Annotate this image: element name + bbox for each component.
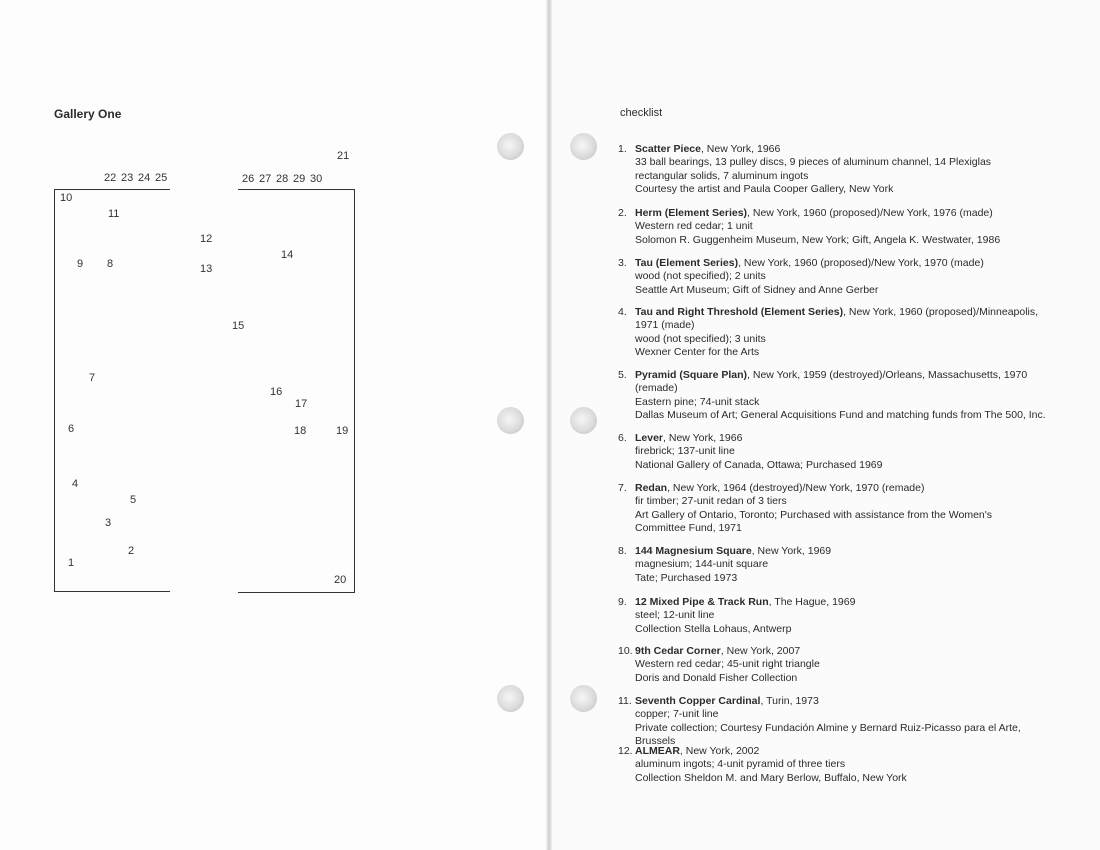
item-number: 10. [618, 645, 633, 657]
item-place-date: , The Hague, 1969 [768, 596, 856, 608]
item-number: 7. [618, 482, 627, 494]
checklist-item [618, 645, 1058, 685]
checklist-item [618, 695, 1058, 749]
item-line: Eastern pine; 74-unit stack [635, 395, 760, 408]
item-name: Scatter Piece [635, 143, 701, 155]
item-line: 33 ball bearings, 13 pulley discs, 9 pieces of aluminum channel, 14 Plexiglas [635, 156, 992, 169]
item-number: 1. [618, 143, 627, 155]
plan-number: 13 [200, 263, 213, 275]
plan-number: 14 [281, 249, 294, 261]
item-line: Tate; Purchased 1973 [635, 571, 738, 584]
binder-hole [497, 685, 524, 712]
item-name: Tau and Right Threshold (Element Series) [635, 306, 844, 318]
plan-number: 26 [242, 173, 255, 185]
checklist-item [618, 745, 1058, 785]
plan-number: 9 [77, 258, 84, 270]
item-line: wood (not specified); 3 units [635, 332, 766, 345]
checklist-item [618, 482, 1058, 536]
plan-number: 27 [259, 173, 272, 185]
item-place-date: , New York, 2002 [679, 745, 760, 757]
item-line: copper; 7-unit line [635, 708, 719, 721]
item-name: Tau (Element Series) [635, 257, 739, 269]
book-spine [546, 0, 552, 850]
plan-number: 30 [310, 173, 323, 185]
item-line: steel; 12-unit line [635, 609, 715, 622]
item-line: Committee Fund, 1971 [635, 522, 742, 535]
plan-wall-top-left [54, 189, 170, 190]
plan-number: 1 [68, 557, 75, 569]
binder-hole [497, 407, 524, 434]
plan-number: 22 [104, 172, 117, 184]
plan-number: 20 [334, 574, 347, 586]
item-place-date: , New York, 2007 [720, 645, 801, 657]
item-place-date: , Turin, 1973 [760, 695, 819, 707]
item-name: Herm (Element Series) [635, 207, 748, 219]
plan-number: 7 [89, 372, 96, 384]
item-place-date: , New York, 1959 (destroyed)/Orleans, Massachusetts, 1970 [747, 369, 1028, 381]
item-number: 8. [618, 545, 627, 557]
item-line: Western red cedar; 45-unit right triangle [635, 658, 820, 671]
plan-number: 2 [128, 545, 135, 557]
item-number: 2. [618, 207, 627, 219]
item-line: rectangular solids, 7 aluminum ingots [635, 169, 809, 182]
item-name: Seventh Copper Cardinal [635, 695, 761, 707]
item-line: National Gallery of Canada, Ottawa; Purchased 1969 [635, 458, 883, 471]
checklist-item [618, 257, 1058, 297]
item-place-date: , New York, 1960 (proposed)/Minneapolis, [843, 306, 1039, 318]
item-place-date: , New York, 1966 [700, 143, 781, 155]
checklist-item [618, 306, 1058, 360]
plan-number: 5 [130, 494, 137, 506]
plan-number: 11 [108, 208, 120, 220]
item-line: fir timber; 27-unit redan of 3 tiers [635, 495, 787, 508]
item-line: Seattle Art Museum; Gift of Sidney and Anne Gerber [635, 283, 879, 296]
item-line: Solomon R. Guggenheim Museum, New York; Gift, Angela K. Westwater, 1986 [635, 233, 1001, 246]
binder-hole [570, 133, 597, 160]
item-place-date: , New York, 1964 (destroyed)/New York, 1970 (remade) [667, 482, 925, 494]
plan-number: 19 [336, 425, 349, 437]
item-line: Art Gallery of Ontario, Toronto; Purchased with assistance from the Women's [635, 508, 993, 521]
item-line: Collection Stella Lohaus, Antwerp [635, 622, 792, 635]
plan-number: 3 [105, 517, 112, 529]
plan-number: 4 [72, 478, 79, 490]
item-place-date: , New York, 1966 [663, 432, 743, 444]
binder-hole [497, 133, 524, 160]
item-number: 4. [618, 306, 627, 318]
plan-number: 8 [107, 258, 114, 270]
plan-number: 24 [138, 172, 151, 184]
item-number: 6. [618, 432, 627, 444]
plan-wall-right [354, 189, 355, 592]
item-line: Courtesy the artist and Paula Cooper Gallery, New York [635, 183, 894, 196]
item-line: magnesium; 144-unit square [635, 558, 769, 571]
item-name: Redan [635, 482, 668, 494]
item-line: Private collection; Courtesy Fundación Almine y Bernard Ruiz-Picasso para el Arte, Brussels [635, 721, 1021, 748]
checklist-title: checklist [620, 107, 663, 119]
plan-number: 15 [232, 320, 245, 332]
item-name: 12 Mixed Pipe & Track Run [635, 596, 769, 608]
item-line: (remade) [635, 382, 678, 395]
left-page [0, 0, 548, 850]
checklist-item [618, 369, 1058, 423]
item-name: Lever [635, 432, 664, 444]
item-line: wood (not specified); 2 units [635, 270, 766, 283]
plan-number: 16 [270, 386, 283, 398]
plan-number: 10 [60, 192, 73, 204]
item-name: 9th Cedar Corner [635, 645, 721, 657]
item-line: Dallas Museum of Art; General Acquisitions Fund and matching funds from The 500, Inc. [635, 409, 1046, 422]
plan-number: 17 [295, 398, 308, 410]
checklist-item [618, 596, 1058, 636]
checklist-item [618, 545, 1058, 585]
plan-wall-bottom-left [54, 591, 170, 592]
item-name: Pyramid (Square Plan) [635, 369, 748, 381]
plan-number: 18 [294, 425, 307, 437]
item-number: 3. [618, 257, 627, 269]
item-line: Wexner Center for the Arts [635, 346, 760, 359]
item-line: 1971 (made) [635, 319, 695, 332]
checklist-item [618, 432, 1058, 472]
plan-wall-top-right [238, 189, 354, 190]
checklist-item [618, 207, 1058, 247]
binder-hole [570, 407, 597, 434]
item-number: 9. [618, 596, 627, 608]
item-name: ALMEAR [635, 745, 680, 757]
plan-number: 29 [293, 173, 306, 185]
plan-number: 28 [276, 173, 289, 185]
item-line: Doris and Donald Fisher Collection [635, 671, 798, 684]
item-number: 11. [618, 695, 632, 707]
plan-number: 21 [337, 150, 350, 162]
plan-number: 6 [68, 423, 75, 435]
item-place-date: , New York, 1960 (proposed)/New York, 1970 (made) [738, 257, 984, 269]
plan-number: 23 [121, 172, 134, 184]
item-number: 12. [618, 745, 633, 757]
gallery-title: Gallery One [54, 107, 122, 121]
item-name: 144 Magnesium Square [635, 545, 752, 557]
plan-number: 12 [200, 233, 213, 245]
binder-hole [570, 685, 597, 712]
item-line: Western red cedar; 1 unit [635, 220, 753, 233]
item-line: firebrick; 137-unit line [635, 445, 735, 458]
plan-number: 25 [155, 172, 168, 184]
plan-wall-bottom-right [238, 592, 355, 593]
item-line: aluminum ingots; 4-unit pyramid of three tiers [635, 758, 846, 771]
checklist-item [618, 143, 1058, 197]
item-place-date: , New York, 1969 [751, 545, 832, 557]
plan-wall-left [54, 189, 55, 592]
item-place-date: , New York, 1960 (proposed)/New York, 1976 (made) [747, 207, 993, 219]
item-line: Collection Sheldon M. and Mary Berlow, Buffalo, New York [635, 771, 907, 784]
item-number: 5. [618, 369, 627, 381]
